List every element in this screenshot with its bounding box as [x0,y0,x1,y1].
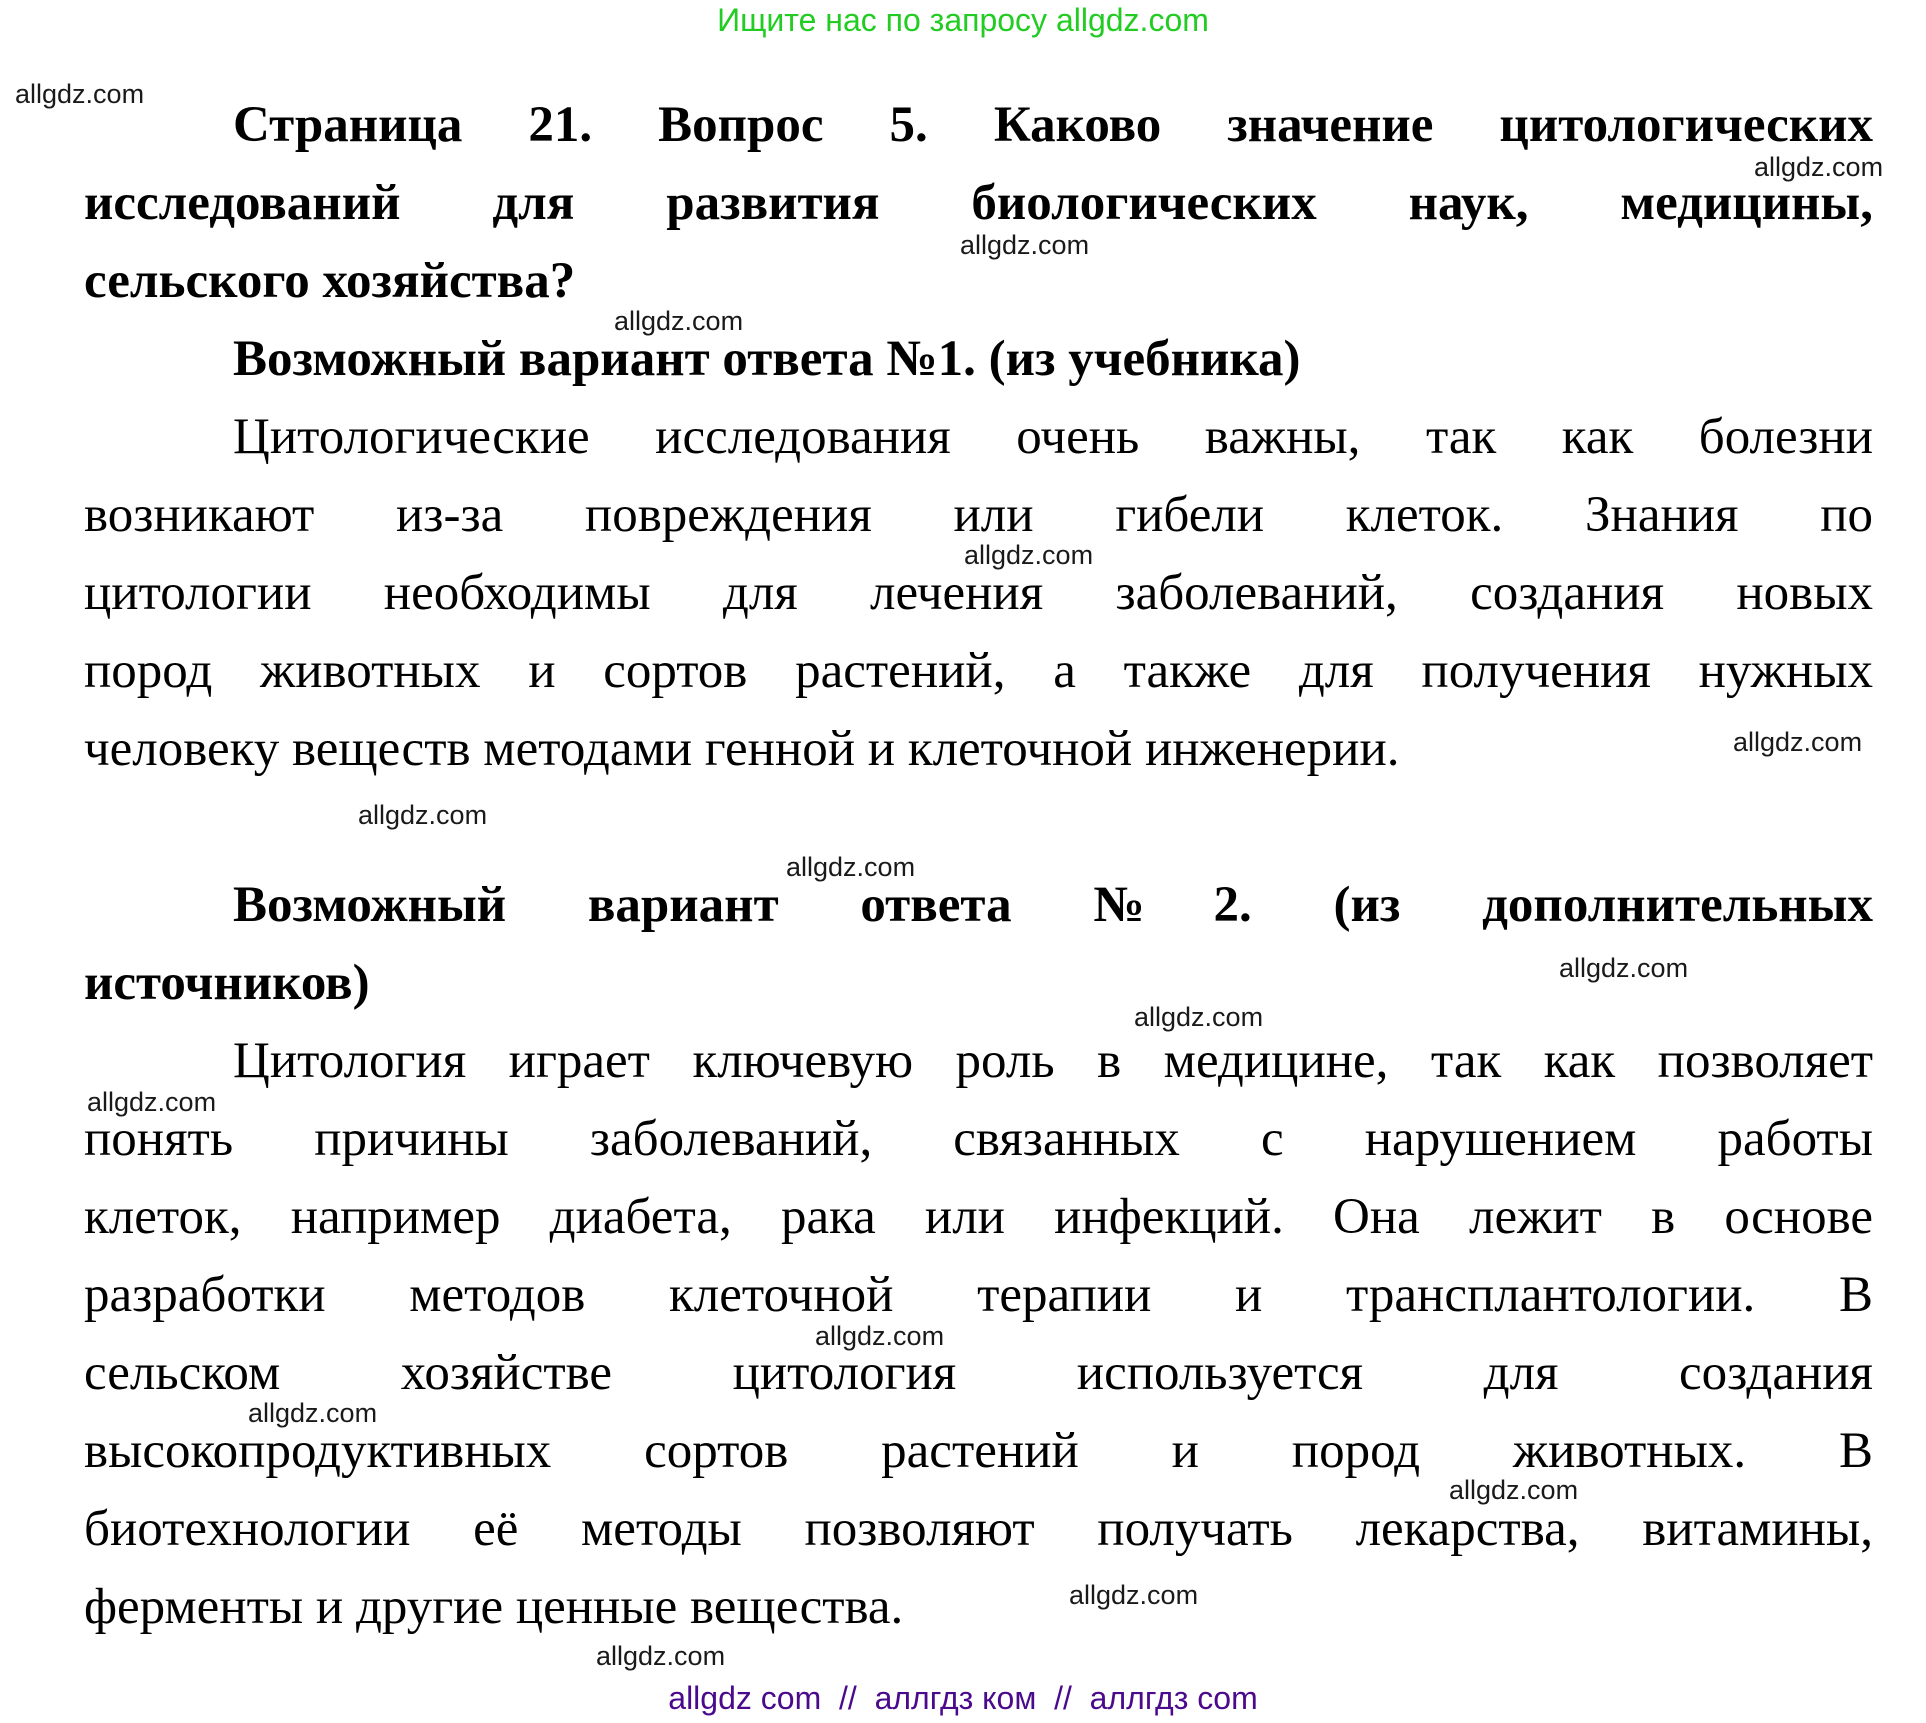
watermark: allgdz.com [960,230,1090,260]
answer2-line: биотехнологии её методы позволяют получать лекарства, витамины, [84,1501,1873,1557]
watermark: allgdz.com [786,852,916,882]
answer1-line: Цитологические исследования очень важны, так как болезни [233,409,1873,465]
watermark: allgdz.com [1559,953,1689,983]
answer2-heading: Возможный вариант ответа №2. (из дополнительных [233,877,1873,933]
watermark: allgdz.com [614,306,744,336]
answer2-line: Цитология играет ключевую роль в медицине, так как позволяет [233,1033,1873,1089]
answer1-heading: Возможный вариант ответа №1. (из учебника) [233,331,1301,387]
answer1-line: пород животных и сортов растений, а также для получения нужных [84,643,1873,699]
watermark: allgdz.com [596,1641,726,1671]
watermark: allgdz.com [248,1398,378,1428]
answer1-line: возникают из-за повреждения или гибели клеток. Знания по [84,487,1873,543]
watermark: allgdz.com [1754,152,1884,182]
answer2-heading: источников) [84,955,370,1011]
question-line: сельского хозяйства? [84,253,576,309]
answer2-line: разработки методов клеточной терапии и трансплантологии. В [84,1267,1873,1323]
answer2-line: ферменты и другие ценные вещества. [84,1579,904,1635]
question-line: исследований для развития биологических наук, медицины, [84,175,1873,231]
watermark: allgdz.com [1733,727,1863,757]
top-banner: Ищите нас по запросу allgdz.com [717,2,1209,38]
answer2-line: понять причины заболеваний, связанных с нарушением работы [84,1111,1873,1167]
watermark: allgdz.com [1134,1002,1264,1032]
watermark: allgdz.com [815,1321,945,1351]
answer1-line: цитологии необходимы для лечения заболеваний, создания новых [84,565,1873,621]
answer2-line: высокопродуктивных сортов растений и пород животных. В [84,1423,1873,1479]
question-line: Страница 21. Вопрос 5. Каково значение цитологических [233,97,1873,153]
watermark: allgdz.com [15,79,145,109]
watermark: allgdz.com [358,800,488,830]
answer1-line: человеку веществ методами генной и клеточной инженерии. [84,721,1400,777]
answer2-line: сельском хозяйстве цитология используется для создания [84,1345,1873,1401]
bottom-banner: allgdz com // аллгдз ком // аллгдз com [668,1680,1258,1716]
spacer [84,788,1873,866]
watermark: allgdz.com [1449,1475,1579,1505]
watermark: allgdz.com [1069,1580,1199,1610]
watermark: allgdz.com [964,540,1094,570]
answer2-line: клеток, например диабета, рака или инфекций. Она лежит в основе [84,1189,1873,1245]
watermark: allgdz.com [87,1087,217,1117]
